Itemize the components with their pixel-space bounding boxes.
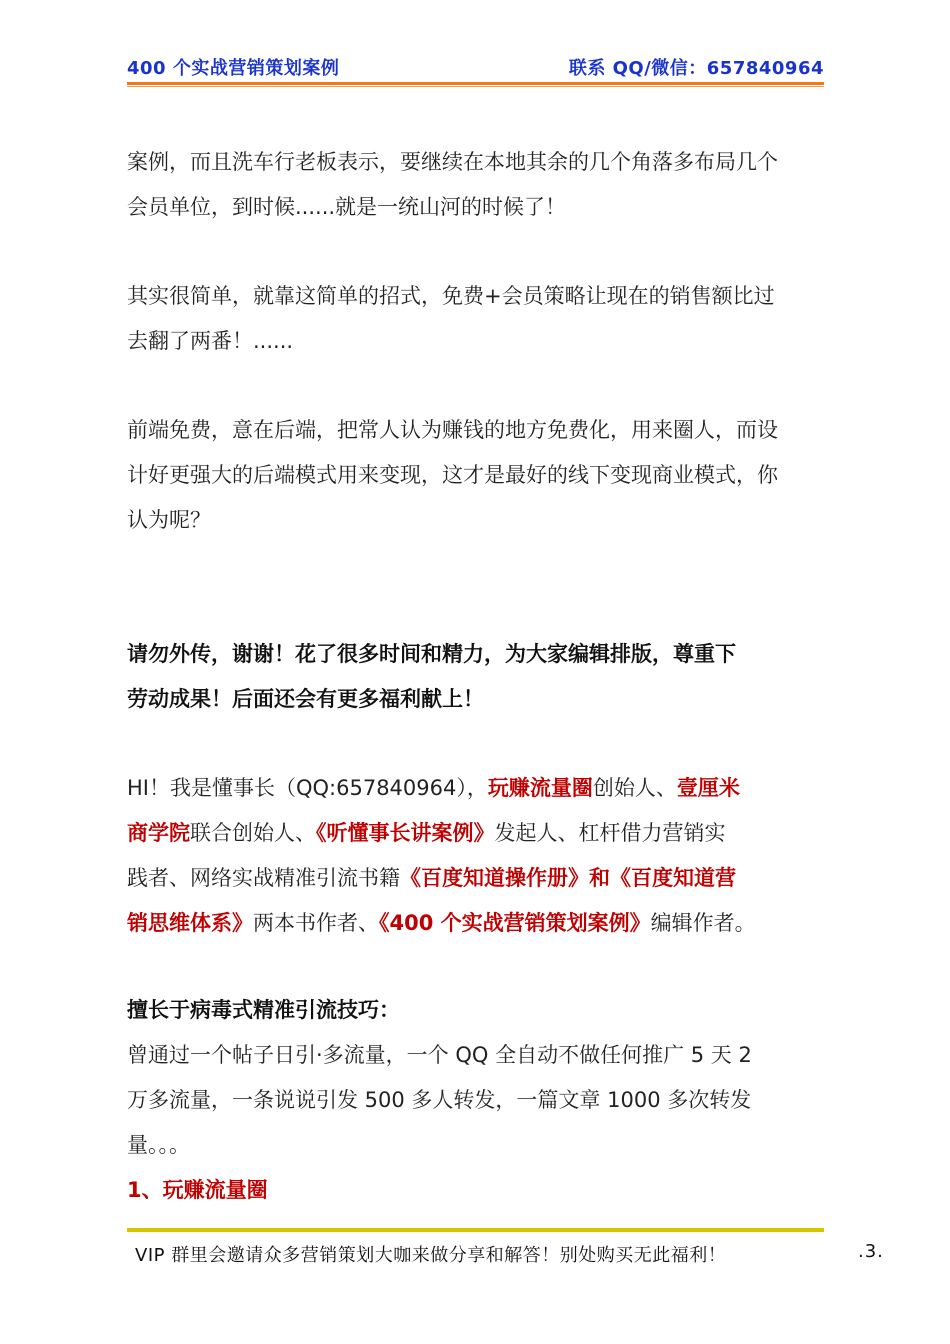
text-line: 请勿外传，谢谢！花了很多时间和精力，为大家编辑排版，尊重下 [127,642,736,666]
intro-text: 创始人、 [592,776,677,800]
header-title: 400 个实战营销策划案例 [127,58,340,79]
text-line [127,901,827,946]
text-line [127,856,827,901]
header-divider-thin [127,86,824,87]
text-line: 去翻了两番！...... [127,329,294,353]
text-line [127,811,827,856]
text-line [127,766,827,811]
skills-heading: 擅长于病毒式精准引流技巧： [127,998,400,1022]
footer-note: VIP 群里会邀请众多营销策划大咖来做分享和解答！别处购买无此福利！ [135,1245,727,1266]
intro-text: 联合创始人、 [190,821,316,845]
text-line: 前端免费，意在后端，把常人认为赚钱的地方免费化，用来圈人，而设 [127,418,778,442]
text-line: 案例，而且洗车行老板表示，要继续在本地其余的几个角落多布局几个 [127,150,778,174]
intro-text: HI！我是懂事长（QQ:657840964）， [127,776,488,800]
paragraph-frontend-free [127,408,827,543]
intro-text: 践者、网络实战精准引流书籍 [127,866,400,890]
text-line: 其实很简单，就靠这简单的招式，免费+会员策略让现在的销售额比过 [127,284,775,308]
paragraph-free-member [127,274,827,364]
author-intro [127,766,827,946]
book-title: 《百度知道操作册》和《百度知道营 [400,866,736,890]
text-line: 计好更强大的后端模式用来变现，这才是最好的线下变现商业模式，你 [127,463,778,487]
brand-link: 商学院 [127,821,190,845]
list-item-title: 1、玩赚流量圈 [127,1178,268,1202]
intro-text: 发起人、杠杆借力营销实 [494,821,726,845]
book-title: 销思维体系》 [127,911,253,935]
page-header [127,52,824,86]
brand-link: 壹厘米 [676,776,740,800]
book-title: 《听懂事长讲案例》 [316,821,495,845]
text-line: 曾通过一个帖子日引·多流量，一个 QQ 全自动不做任何推广 5 天 2 [127,1043,752,1067]
text-line: 万多流量，一条说说引发 500 多人转发，一篇文章 1000 多次转发 [127,1088,752,1112]
text-line: 劳动成果！后面还会有更多福利献上！ [127,687,484,711]
footer-divider [127,1228,824,1232]
intro-text: 两本书作者、 [253,911,379,935]
text-line: 量。。。 [127,1133,190,1157]
header-divider [127,82,824,85]
text-line: 认为呢？ [127,508,211,532]
book-title: 《400 个实战营销策划案例》 [379,911,651,935]
page-number: .3. [858,1241,884,1262]
intro-text: 编辑作者。 [650,911,756,935]
brand-link: 玩赚流量圈 [487,776,593,800]
skills-section [127,988,827,1208]
notice-paragraph [127,632,827,722]
header-contact: 联系 QQ/微信：657840964 [568,58,824,79]
text-line: 会员单位，到时候......就是一统山河的时候了！ [127,195,567,219]
paragraph-car-wash [127,140,827,230]
